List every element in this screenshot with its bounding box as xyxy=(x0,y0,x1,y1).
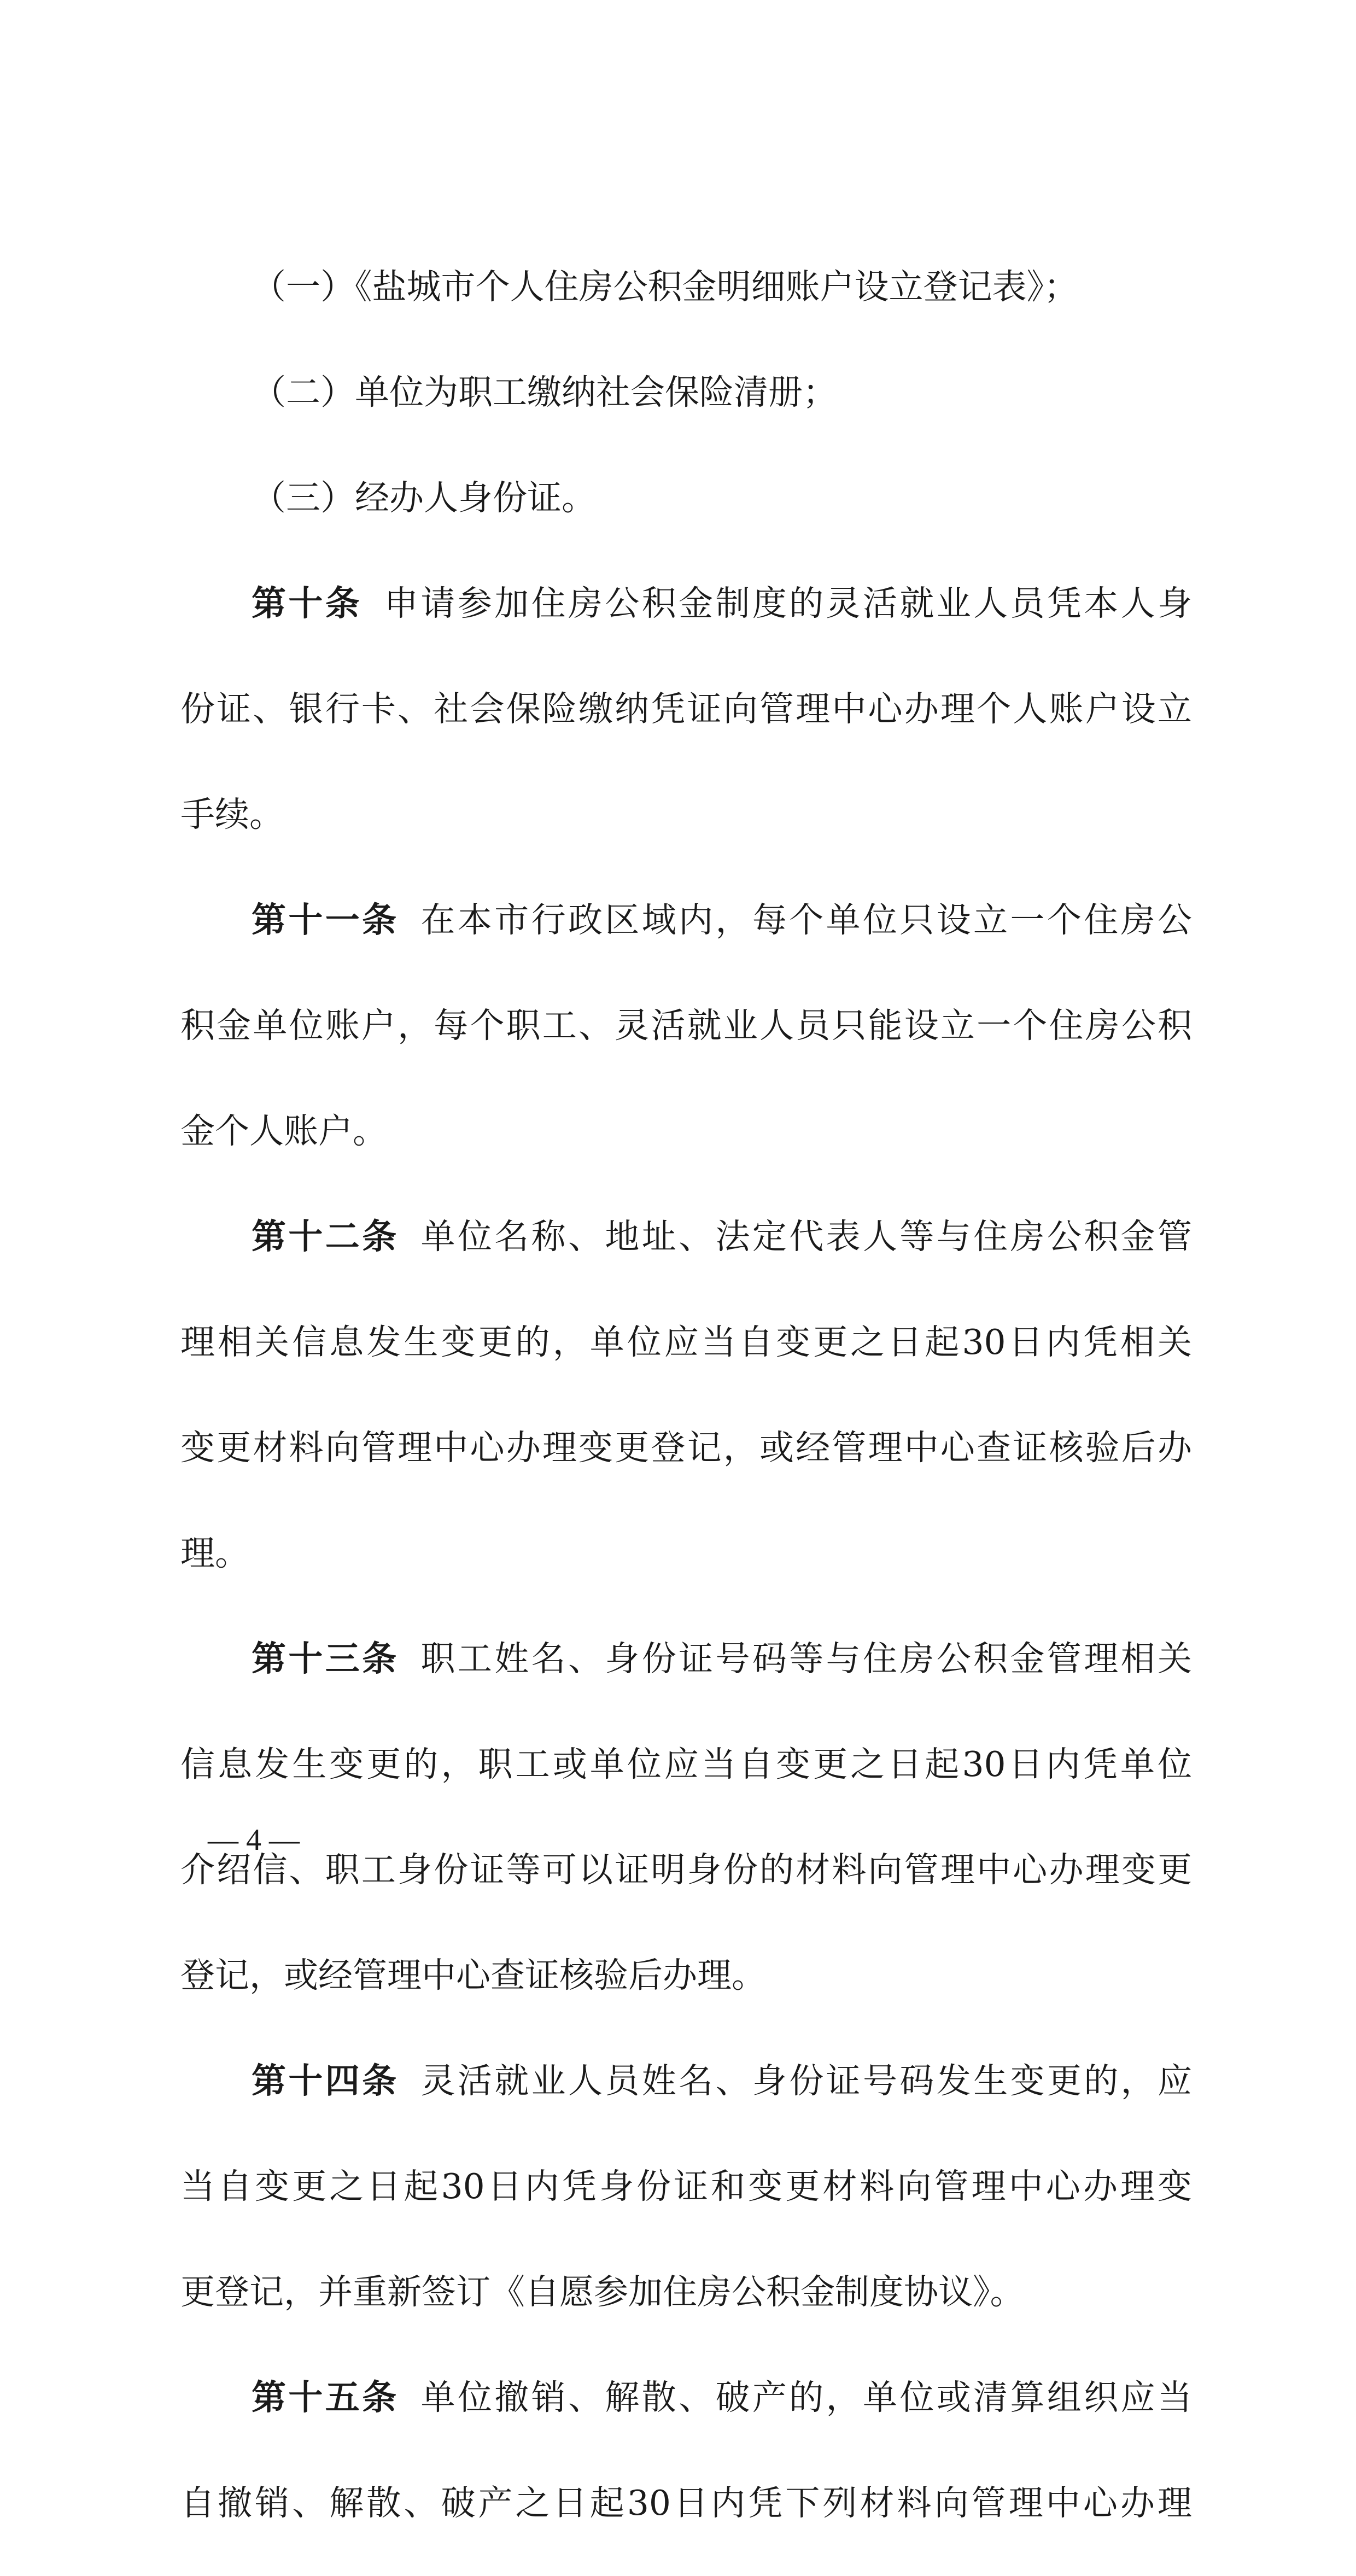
article-title: 第十条 xyxy=(252,583,363,623)
article-first-line xyxy=(180,2048,1192,2154)
article-text: 变更材料向管理中心办理变更登记，或经管理中心查证核验后办 xyxy=(180,1428,1192,1468)
article-first-line xyxy=(180,1626,1192,1732)
article-text: 登记，或经管理中心查证核验后办理。 xyxy=(180,1955,766,1995)
list-item xyxy=(180,360,1192,465)
article-line xyxy=(180,1837,1192,1943)
article-text: 金个人账户。 xyxy=(180,1111,387,1151)
article-text: 理。 xyxy=(180,1533,249,1573)
article-text: 积金单位账户，每个职工、灵活就业人员只能设立一个住房公积 xyxy=(180,1006,1192,1045)
article-text: 手续。 xyxy=(180,795,284,834)
article-line xyxy=(180,1732,1192,1837)
document-body xyxy=(180,254,1192,2576)
article-line xyxy=(180,2259,1192,2365)
article-text: 单位名称、地址、法定代表人等与住房公积金管 xyxy=(420,1217,1192,1257)
page-number: — 4 — xyxy=(208,1823,300,1857)
article-line xyxy=(180,782,1192,887)
article-line xyxy=(180,1099,1192,1204)
article-title: 第十五条 xyxy=(252,2378,399,2417)
article-title: 第十四条 xyxy=(252,2061,399,2101)
article-text: 信息发生变更的，职工或单位应当自变更之日起30日内凭单位 xyxy=(180,1744,1192,1784)
article-text: 自撤销、解散、破产之日起30日内凭下列材料向管理中心办理 xyxy=(180,2483,1192,2523)
article-text: 当自变更之日起30日内凭身份证和变更材料向管理中心办理变 xyxy=(180,2166,1192,2206)
list-item-text: （二）单位为职工缴纳社会保险清册； xyxy=(252,372,837,412)
article-title: 第十二条 xyxy=(252,1217,399,1257)
article-line xyxy=(180,993,1192,1099)
article-text: 理相关信息发生变更的，单位应当自变更之日起30日内凭相关 xyxy=(180,1322,1192,1362)
article-first-line xyxy=(180,1204,1192,1310)
list-item-text: （三）经办人身份证。 xyxy=(252,478,596,518)
article-text: 灵活就业人员姓名、身份证号码发生变更的，应 xyxy=(420,2061,1192,2101)
article-text: 在本市行政区域内，每个单位只设立一个住房公 xyxy=(420,900,1192,940)
list-item xyxy=(180,254,1192,360)
article-line xyxy=(180,1415,1192,1521)
article-line xyxy=(180,1521,1192,1626)
article-title: 第十三条 xyxy=(252,1639,399,1679)
article-text: 介绍信、职工身份证等可以证明身份的材料向管理中心办理变更 xyxy=(180,1850,1192,1890)
article-line xyxy=(180,2154,1192,2259)
article-text: 单位撤销、解散、破产的，单位或清算组织应当 xyxy=(420,2378,1192,2417)
article-first-line xyxy=(180,887,1192,993)
article-first-line xyxy=(180,2365,1192,2470)
article-line xyxy=(180,1310,1192,1415)
list-item xyxy=(180,465,1192,571)
article-line xyxy=(180,676,1192,782)
article-title: 第十一条 xyxy=(252,900,399,940)
article-text: 更登记，并重新签订《自愿参加住房公积金制度协议》。 xyxy=(180,2272,1025,2312)
article-text: 申请参加住房公积金制度的灵活就业人员凭本人身 xyxy=(384,583,1192,623)
article-text: 份证、银行卡、社会保险缴纳凭证向管理中心办理个人账户设立 xyxy=(180,689,1192,729)
article-text: 职工姓名、身份证号码等与住房公积金管理相关 xyxy=(420,1639,1192,1679)
article-line xyxy=(180,1943,1192,2048)
article-line xyxy=(180,2470,1192,2576)
list-item-text: （一）《盐城市个人住房公积金明细账户设立登记表》； xyxy=(252,267,1078,307)
article-first-line xyxy=(180,571,1192,676)
